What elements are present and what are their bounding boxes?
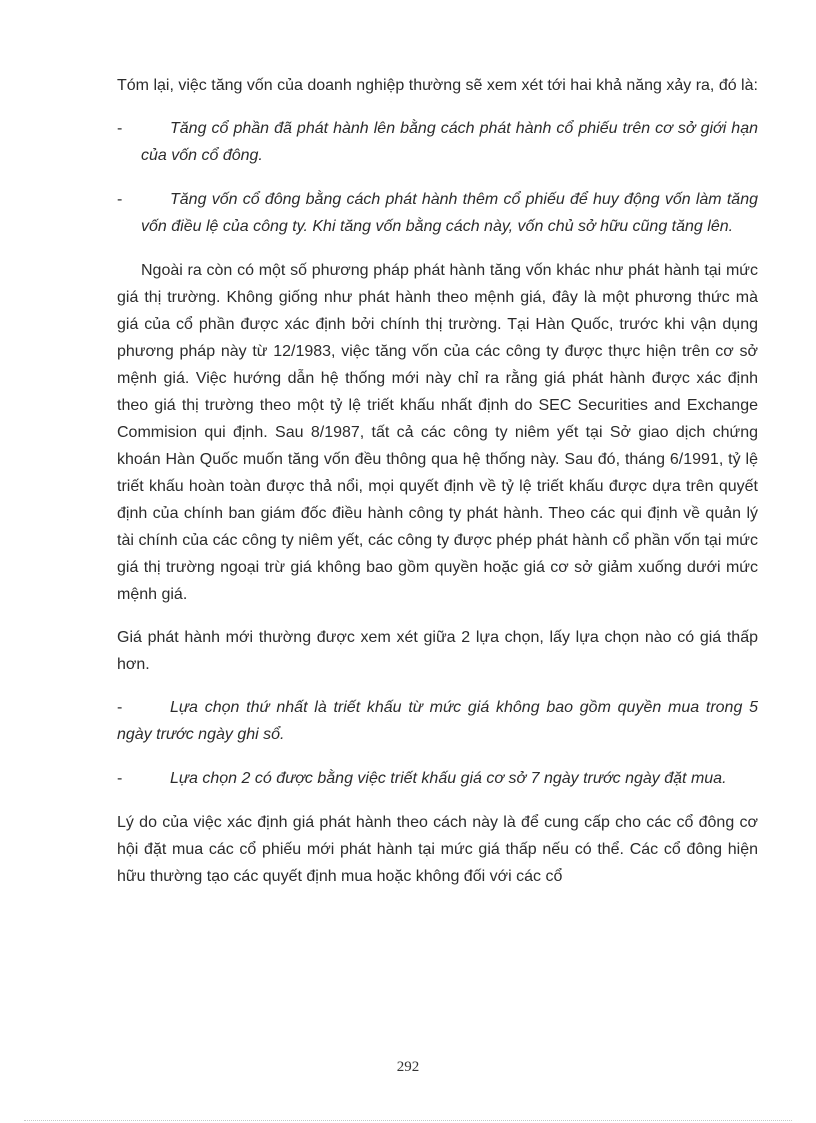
bullet-dash: -: [117, 699, 123, 716]
footer-divider: [24, 1120, 792, 1121]
paragraph-intro: Tóm lại, việc tăng vốn của doanh nghiệp thường sẽ xem xét tới hai khả năng xảy ra, đó là:: [117, 77, 758, 94]
bullet-item: [117, 115, 758, 169]
paragraph-choices-intro: Giá phát hành mới thường được xem xét giữa 2 lựa chọn, lấy lựa chọn nào có giá thấp hơn.: [117, 629, 758, 673]
bullet-text: Tăng cổ phần đã phát hành lên bằng cách phát hành cổ phiếu trên cơ sở giới hạn của vốn cổ đông.: [141, 120, 758, 164]
bullet-text: Lựa chọn 2 có được bằng việc triết khấu giá cơ sở 7 ngày trước ngày đặt mua.: [170, 770, 727, 787]
paragraph-body: Ngoài ra còn có một số phương pháp phát hành tăng vốn khác như phát hành tại mức giá thị trường. Không giống như phát hành theo mệnh giá, đây là một phương thức mà giá của cổ phần được xác định bởi chính thị trường. Tại Hàn Quốc, trước khi vận dụng phương pháp này từ 12/1983, việc tăng vốn của các công ty được thực hiện trên cơ sở mệnh giá. Việc hướng dẫn hệ thống mới này chỉ ra rằng giá phát hành được xác định theo giá thị trường theo một tỷ lệ triết khấu nhất định do SEC Securities and Exchange Commision qui định. Sau 8/1987, tất cả các công ty niêm yết tại Sở giao dịch chứng khoán Hàn Quốc muốn tăng vốn đều thông qua hệ thống này. Sau đó, tháng 6/1991, tỷ lệ triết khấu hoàn toàn được thả nổi, mọi quyết định về tỷ lệ triết khấu được dựa trên quyết định của chính ban giám đốc điều hành công ty phát hành. Theo các qui định về quản lý tài chính của các công ty niêm yết, các công ty được phép phát hành cổ phần vốn tại mức giá thị trường ngoại trừ giá không bao gồm quyền hoặc giá cơ sở giảm xuống dưới mức mệnh giá.: [117, 262, 758, 603]
bullet-text: Lựa chọn thứ nhất là triết khấu từ mức giá không bao gồm quyền mua trong 5 ngày trước ngày ghi sổ.: [117, 699, 758, 743]
document-page: [117, 72, 758, 906]
bullet-text: Tăng vốn cổ đông bằng cách phát hành thêm cổ phiếu để huy động vốn làm tăng vốn điều lệ của công ty. Khi tăng vốn bằng cách này, vốn chủ sở hữu cũng tăng lên.: [141, 191, 758, 235]
bullet-item: [117, 694, 758, 748]
page-number: 292: [396, 1059, 420, 1075]
paragraph-reason: Lý do của việc xác định giá phát hành theo cách này là để cung cấp cho các cổ đông cơ hội đặt mua các cổ phiếu mới phát hành tại mức giá thấp nếu có thể. Các cổ đông hiện hữu thường tạo các quyết định mua hoặc không đối với các cổ: [117, 814, 758, 885]
bullet-item: [117, 186, 758, 240]
bullet-item: [117, 765, 758, 792]
bullet-dash: -: [117, 770, 123, 787]
bullet-dash: -: [117, 120, 123, 137]
bullet-dash: -: [117, 191, 123, 208]
